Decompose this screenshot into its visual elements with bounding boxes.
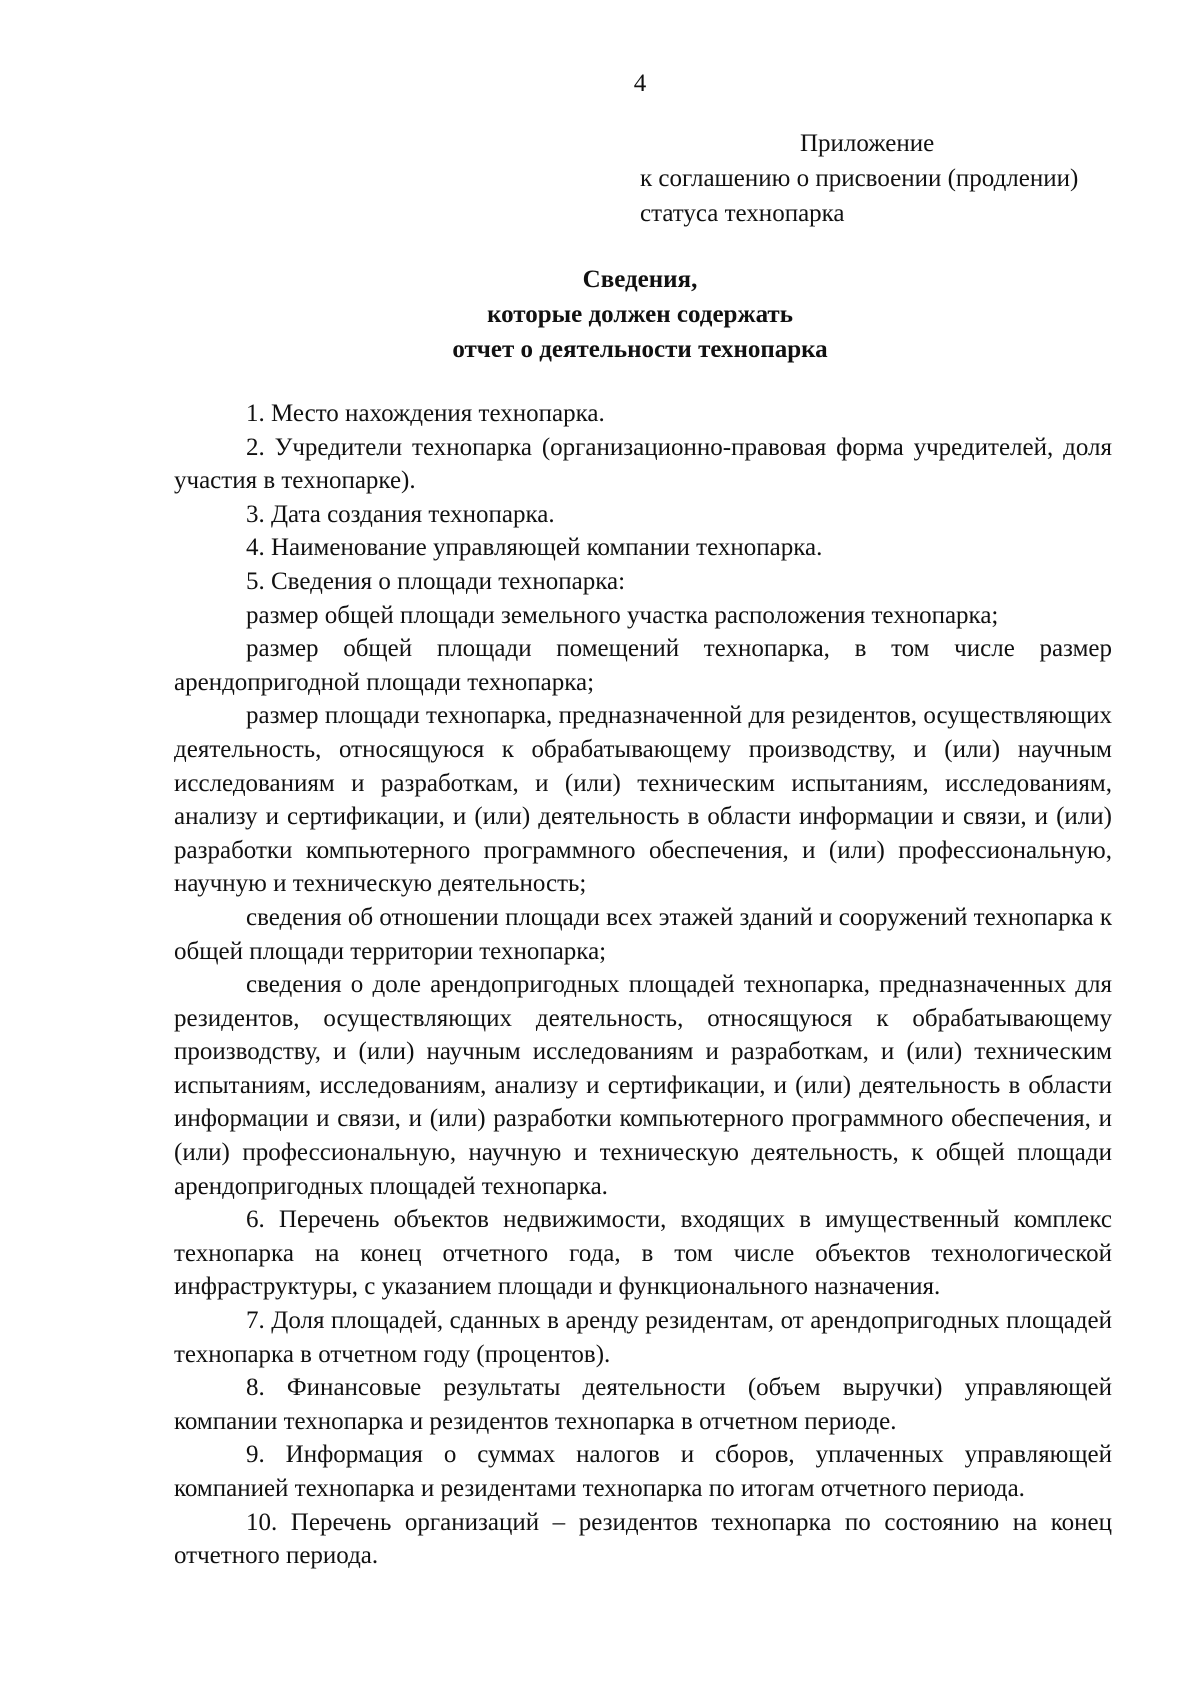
appendix-block	[640, 126, 1160, 231]
paragraph-7: 7. Доля площадей, сданных в аренду резидентам, от арендопригодных площадей технопарка в отчетном году (процентов).	[174, 1307, 1112, 1368]
paragraph-3: 3. Дата создания технопарка.	[246, 500, 555, 528]
heading-line-1: Сведения,	[582, 266, 698, 293]
appendix-title: Приложение	[800, 130, 935, 157]
paragraph-5-rentable-share: сведения о доле арендопригодных площадей технопарка, предназначенных для резидентов, осуществляющих деятельность, относящуюся к обрабатывающему производству, и (или) научным исследованиям и разработкам, и (или) техническим испытаниям, исследованиям, анализу и сертификации, и (или) деятельность в области информации и связи, и (или) разработки компьютерного программного обеспечения, и (или) профессиональную, научную и техническую деятельность, к общей площади арендопригодных площадей технопарка.	[174, 971, 1112, 1200]
paragraph-5-land-area: размер общей площади земельного участка расположения технопарка;	[246, 601, 999, 629]
paragraph-2: 2. Учредители технопарка (организационно-правовая форма учредителей, доля участия в технопарке).	[174, 433, 1112, 495]
paragraph-4: 4. Наименование управляющей компании технопарка.	[246, 534, 823, 562]
paragraph-1: 1. Место нахождения технопарка.	[246, 400, 605, 427]
paragraph-5-floor-ratio: сведения об отношении площади всех этажей зданий и сооружений технопарка к общей площади территории технопарка;	[174, 903, 1112, 965]
paragraph-8: 8. Финансовые результаты деятельности (объем выручки) управляющей компании технопарка и резидентов технопарка в отчетном периоде.	[174, 1374, 1112, 1435]
heading-line-3: отчет о деятельности технопарка	[452, 336, 828, 363]
paragraph-5: 5. Сведения о площади технопарка:	[246, 567, 626, 595]
page-number: 4	[633, 70, 647, 97]
paragraph-10: 10. Перечень организаций – резидентов технопарка по состоянию на конец отчетного периода.	[174, 1508, 1112, 1570]
appendix-line-2: статуса технопарка	[640, 200, 845, 227]
heading-line-2: которые должен содержать	[487, 301, 793, 328]
document-heading	[170, 262, 1110, 367]
paragraph-9: 9. Информация о суммах налогов и сборов, уплаченных управляющей компанией технопарка и резидентами технопарка по итогам отчетного периода.	[174, 1441, 1112, 1502]
paragraph-6: 6. Перечень объектов недвижимости, входящих в имущественный комплекс технопарка на конец отчетного года, в том числе объектов технологической инфраструктуры, с указанием площади и функционального назначения.	[174, 1206, 1112, 1301]
appendix-line-1: к соглашению о присвоении (продлении)	[640, 165, 1079, 192]
paragraph-5-premises-area: размер общей площади помещений технопарка, в том числе размер арендопригодной площади технопарка;	[174, 635, 1112, 696]
document-body	[174, 397, 1112, 1573]
paragraph-5-resident-area: размер площади технопарка, предназначенной для резидентов, осуществляющих деятельность, относящуюся к обрабатывающему производству, и (или) научным исследованиям и разработкам, и (или) техническим испытаниям, исследованиям, анализу и сертификации, и (или) деятельность в области информации и связи, и (или) разработки компьютерного программного обеспечения, и (или) профессиональную, научную и техническую деятельность;	[174, 702, 1112, 898]
